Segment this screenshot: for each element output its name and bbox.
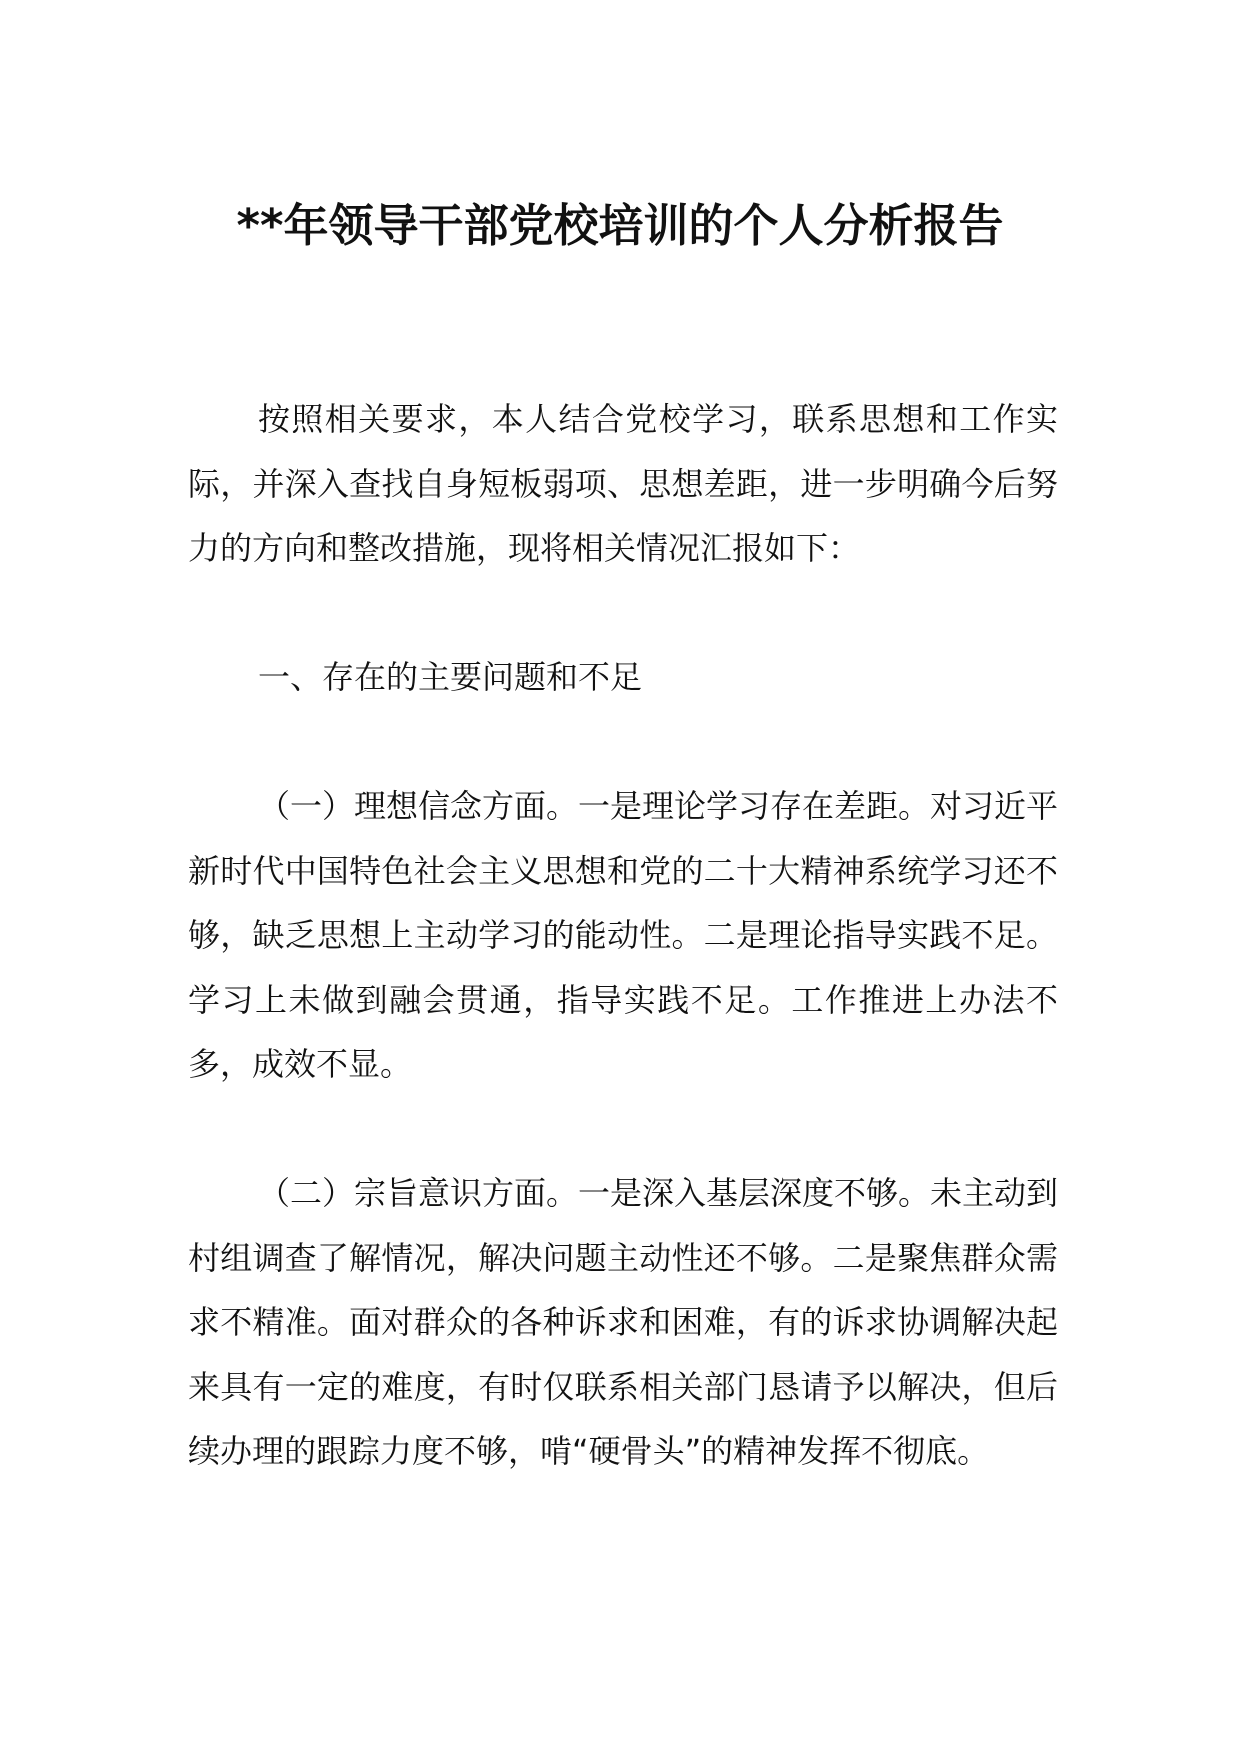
intro-paragraph: 按照相关要求，本人结合党校学习，联系思想和工作实际，并深入查找自身短板弱项、思想差距，进一步明确今后努力的方向和整改措施，现将相关情况汇报如下：	[188, 400, 1058, 567]
paragraph-ideals-beliefs: （一）理想信念方面。一是理论学习存在差距。对习近平新时代中国特色社会主义思想和党的二十大精神系统学习还不够，缺乏思想上主动学习的能动性。二是理论指导实践不足。学习上未做到融会贯通，指导实践不足。工作推进上办法不多，成效不显。	[188, 787, 1059, 1083]
paragraph-purpose-awareness: （二）宗旨意识方面。一是深入基层深度不够。未主动到村组调查了解情况，解决问题主动性还不够。二是聚焦群众需求不精准。面对群众的各种诉求和困难，有的诉求协调解决起来具有一定的难度，有时仅联系相关部门恳请予以解决，但后续办理的跟踪力度不够，啃“硬骨头”的精神发挥不彻底。	[188, 1174, 1059, 1470]
section-heading-problems: 一、存在的主要问题和不足	[258, 658, 643, 696]
document-title: **年领导干部党校培训的个人分析报告	[236, 199, 1004, 252]
